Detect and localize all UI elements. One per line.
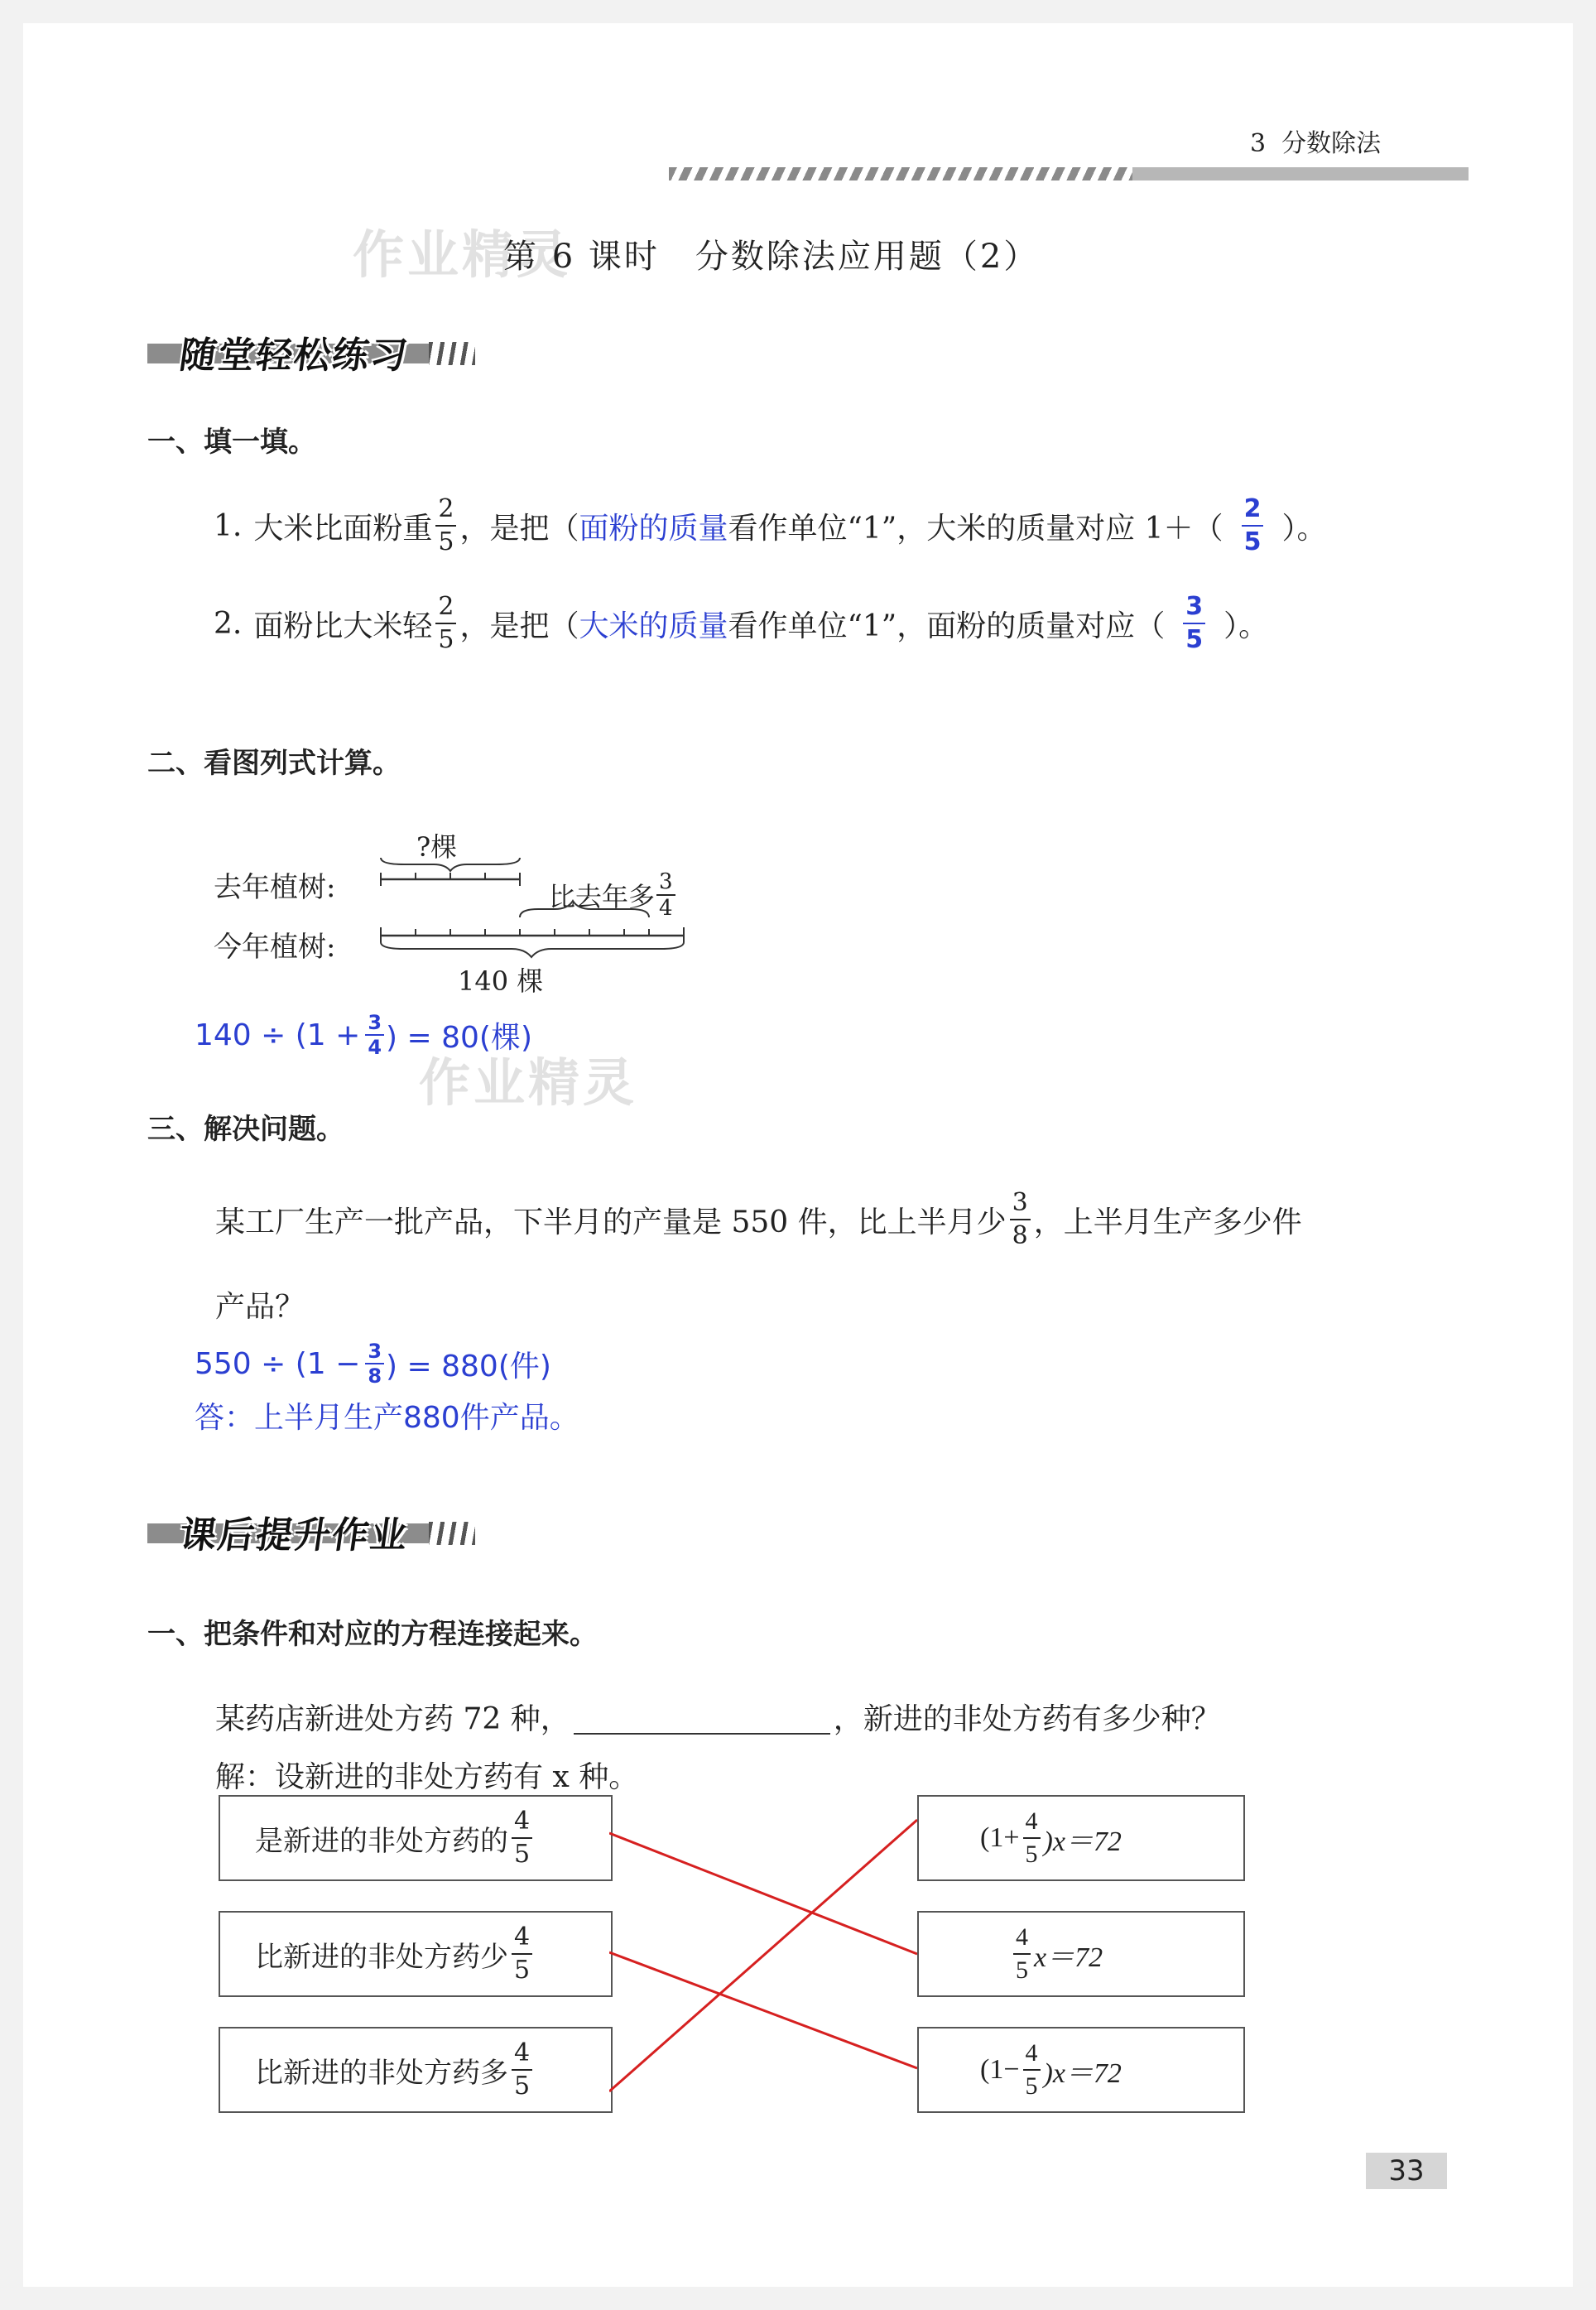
answer-fraction xyxy=(365,1341,384,1386)
item-text: 大米比面粉重 xyxy=(253,511,433,546)
condition-text: 比新进的非处方药多 xyxy=(255,2056,508,2090)
denominator: 5 xyxy=(1185,625,1204,654)
equation-box-2[interactable] xyxy=(917,1911,1245,1997)
item-text: 看作单位“1”，面粉的质量对应（ xyxy=(728,609,1166,643)
problem-text: 某药店新进处方药 72 种， xyxy=(215,1702,570,1736)
chapter-title: 分数除法 xyxy=(1281,129,1382,158)
banner-label: 随堂轻松练习 xyxy=(176,334,411,377)
fraction xyxy=(1010,1188,1031,1250)
connect-heading: 一、把条件和对应的方程连接起来。 xyxy=(147,1618,598,1651)
section-banner-practice xyxy=(147,325,478,378)
q2-heading: 二、看图列式计算。 xyxy=(147,747,401,780)
denominator: 5 xyxy=(438,527,454,556)
fraction xyxy=(1013,1925,1031,1983)
this-year-label: 今年植树: xyxy=(214,931,336,964)
item-text: ）。 xyxy=(1281,511,1327,546)
watermark: 作业精灵 xyxy=(353,224,572,285)
answer-part: 140 ÷ (1 + xyxy=(195,1018,361,1052)
condition-text: 是新进的非处方药的 xyxy=(255,1824,508,1858)
numerator: 4 xyxy=(512,1809,532,1839)
condition-text: 比新进的非处方药少 xyxy=(255,1940,508,1974)
fraction xyxy=(512,2038,532,2101)
denominator: 5 xyxy=(1025,2072,1038,2100)
denominator: 5 xyxy=(1016,1956,1028,1984)
page xyxy=(23,23,1573,2287)
q3-answer-statement: 答：上半月生产880件产品。 xyxy=(195,1401,579,1435)
numerator: 4 xyxy=(1023,1809,1041,1839)
numerator: 2 xyxy=(435,497,456,527)
answer-text: 面粉的质量 xyxy=(579,511,728,546)
equation-prefix: (1+ xyxy=(980,1822,1020,1853)
denominator: 5 xyxy=(514,1956,531,1985)
answer-part: ) = 80(棵) xyxy=(386,1020,533,1055)
equation-suffix: )x＝72 xyxy=(1043,2057,1122,2089)
denominator: 5 xyxy=(1243,527,1262,556)
banner-ticks xyxy=(429,1522,475,1545)
fraction xyxy=(1023,1809,1041,1867)
chapter-header xyxy=(1250,123,1381,159)
more-text: 比去年多 xyxy=(549,881,656,912)
answer-text: 大米的质量 xyxy=(579,609,728,643)
equation-suffix: x＝72 xyxy=(1034,1942,1103,1973)
blank-line xyxy=(574,1700,830,1735)
numerator: 3 xyxy=(1183,594,1205,624)
answer-fraction xyxy=(365,1013,384,1057)
section-banner-homework xyxy=(147,1505,478,1558)
answer-fraction xyxy=(1242,494,1264,556)
last-year-label: 去年植树: xyxy=(214,871,336,904)
connection-line xyxy=(609,1833,917,1954)
banner-ticks xyxy=(429,342,475,365)
numerator: 3 xyxy=(1010,1191,1031,1220)
denominator: 5 xyxy=(1025,1841,1038,1868)
equation-box-3[interactable] xyxy=(917,2027,1245,2113)
equation-box-1[interactable] xyxy=(917,1795,1245,1881)
denominator: 5 xyxy=(438,625,454,654)
denominator: 8 xyxy=(1012,1221,1028,1250)
numerator: 3 xyxy=(365,1013,384,1036)
item-text: ，是把（ xyxy=(459,511,579,546)
fraction xyxy=(1023,2041,1041,2099)
numerator: 2 xyxy=(435,594,456,624)
banner-label: 课后提升作业 xyxy=(176,1514,411,1557)
header-stripe xyxy=(669,167,1132,180)
fraction xyxy=(435,494,456,556)
fraction xyxy=(435,594,456,652)
page-number: 33 xyxy=(1366,2153,1447,2189)
bottom-brace xyxy=(381,942,684,957)
item-number: 1. xyxy=(214,508,243,543)
connection-lines xyxy=(609,1795,917,2126)
problem-text: 某工厂生产一批产品，下半月的产量是 550 件，比上半月少 xyxy=(215,1205,1007,1239)
denominator: 5 xyxy=(514,1840,531,1869)
q3-problem-line1 xyxy=(215,1188,1302,1250)
total-label: 140 棵 xyxy=(458,965,544,997)
problem-text: ，新进的非处方药有多少种？ xyxy=(833,1702,1221,1736)
lesson-title: 第 6 课时 分数除法应用题（2） xyxy=(503,238,1040,276)
numerator: 3 xyxy=(365,1341,384,1364)
problem-text: ，上半月生产多少件 xyxy=(1033,1205,1302,1239)
fraction xyxy=(512,1925,532,1983)
item-text: 看作单位“1”，大米的质量对应 1＋（ xyxy=(728,511,1223,546)
numerator: 4 xyxy=(1023,2041,1041,2071)
q3-heading: 三、解决问题。 xyxy=(147,1113,344,1146)
item-text: ，是把（ xyxy=(459,609,579,643)
chapter-number: 3 xyxy=(1250,129,1267,158)
fill-item-1 xyxy=(214,494,1327,556)
denominator: 4 xyxy=(368,1036,382,1059)
watermark: 作业精灵 xyxy=(419,1052,638,1113)
denominator: 4 xyxy=(659,896,673,921)
equation-suffix: )x＝72 xyxy=(1043,1826,1122,1857)
answer-part: ) = 880(件) xyxy=(386,1349,551,1384)
condition-box-2[interactable] xyxy=(219,1911,613,1997)
connect-problem xyxy=(215,1696,1221,1738)
denominator: 5 xyxy=(514,2072,531,2101)
fill-item-2 xyxy=(214,594,1268,652)
answer-part: 550 ÷ (1 − xyxy=(195,1346,361,1381)
equation-prefix: (1− xyxy=(980,2054,1020,2085)
unknown-label: ?棵 xyxy=(416,831,458,863)
condition-box-1[interactable] xyxy=(219,1795,613,1881)
solution-setup: 解：设新进的非处方药有 x 种。 xyxy=(215,1760,639,1794)
more-brace xyxy=(520,901,649,917)
segment-diagram xyxy=(354,843,719,967)
numerator: 3 xyxy=(656,871,675,896)
numerator: 4 xyxy=(1013,1925,1031,1955)
numerator: 4 xyxy=(512,1925,532,1955)
numerator: 4 xyxy=(512,2041,532,2071)
numerator: 2 xyxy=(1242,497,1264,527)
q3-answer-equation xyxy=(195,1341,551,1386)
condition-box-3[interactable] xyxy=(219,2027,613,2113)
answer-fraction xyxy=(1183,594,1205,652)
item-number: 2. xyxy=(214,606,243,641)
q3-problem-line2: 产品？ xyxy=(215,1290,305,1324)
item-text: ）。 xyxy=(1223,609,1269,643)
q1-heading: 一、填一填。 xyxy=(147,426,316,459)
denominator: 8 xyxy=(368,1364,382,1388)
fraction xyxy=(512,1809,532,1867)
top-brace xyxy=(381,858,520,871)
header-stripe-solid xyxy=(1132,167,1469,180)
item-text: 面粉比大米轻 xyxy=(253,609,433,643)
